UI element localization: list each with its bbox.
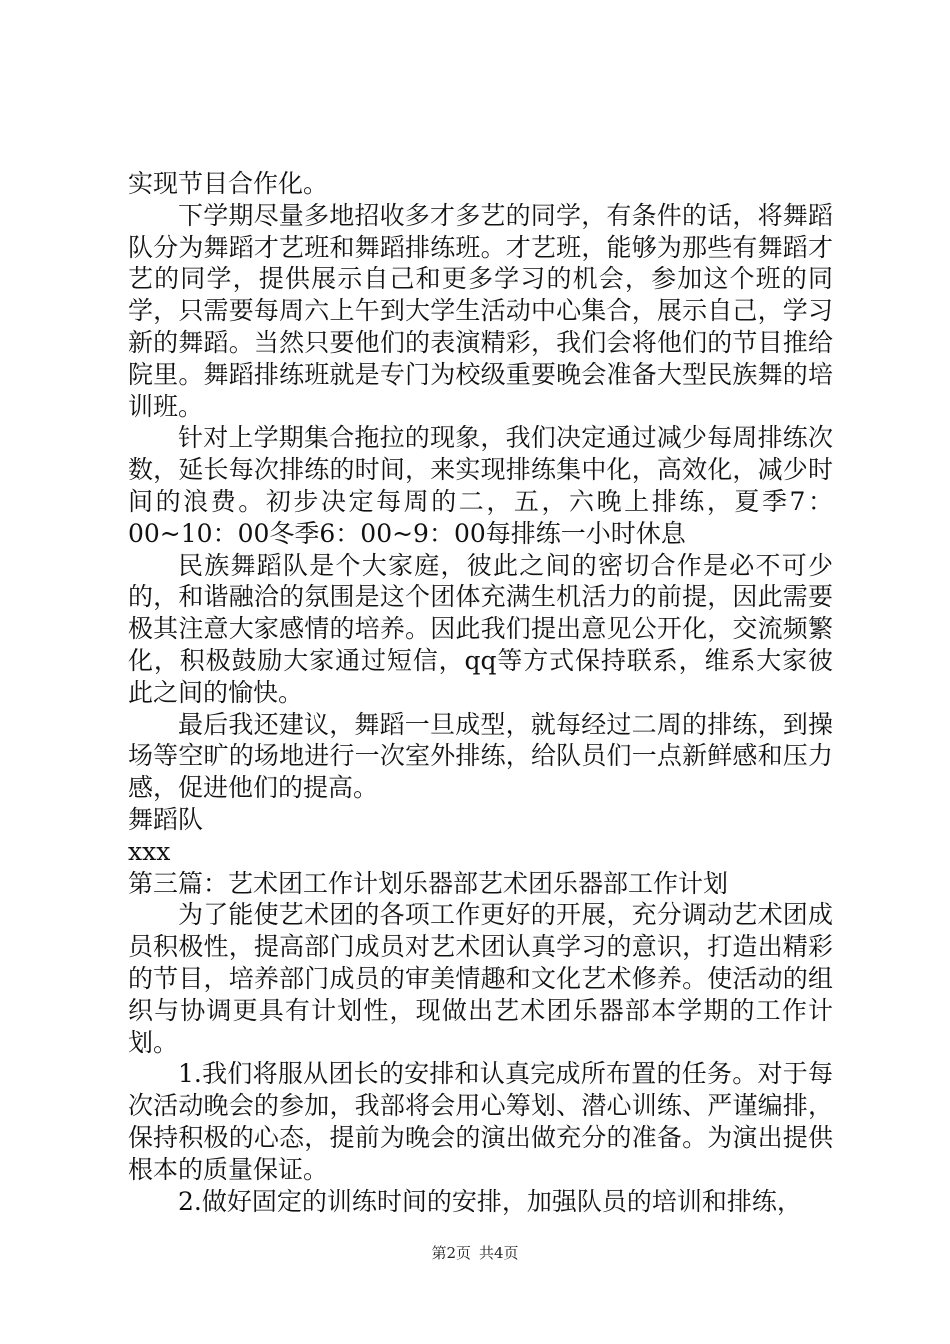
paragraph-outdoor-rehearsal: 最后我还建议，舞蹈一旦成型，就每经过二周的排练，到操场等空旷的场地进行一次室外排练，给队员们一点新鲜感和压力感，促进他们的提高。 [128,709,833,803]
signature-name: xxx [128,836,171,866]
section-heading: 第三篇：艺术团工作计划乐器部艺术团乐器部工作计划 [128,868,729,898]
paragraph-continuation: 实现节目合作化。 [128,169,329,198]
page-number: 第2页 [431,1244,471,1262]
list-item-1: 1.我们将服从团长的安排和认真完成所布置的任务。对于每次活动晚会的参加，我部将会用心筹划、潜心训练、严谨编排，保持积极的心态，提前为晚会的演出做充分的准备。为演出提供根本的质量保证。 [128,1059,833,1184]
paragraph-intro: 为了能使艺术团的各项工作更好的开展，充分调动艺术团成员积极性，提高部门成员对艺术团认真学习的意识，打造出精彩的节目，培养部门成员的审美情趣和文化艺术修养。使活动的组织与协调更具有计划性，现做出艺术团乐器部本学期的工作计划。 [128,900,833,1057]
list-item-2: 2.做好固定的训练时间的安排，加强队员的培训和排练， [178,1186,802,1216]
signature-team: 舞蹈队 [128,804,204,834]
paragraph-recruitment: 下学期尽量多地招收多才多艺的同学，有条件的话，将舞蹈队分为舞蹈才艺班和舞蹈排练班。才艺班，能够为那些有舞蹈才艺的同学，提供展示自己和更多学习的机会，参加这个班的同学，只需要每周六上午到大学生活动中心集合，展示自己，学习新的舞蹈。当然只要他们的表演精彩，我们会将他们的节目推给院里。舞蹈排练班就是专门为校级重要晚会准备大型民族舞的培训班。 [128,200,833,421]
document-body [128,168,833,1217]
page-footer [0,1242,950,1263]
page-total: 共4页 [479,1244,519,1262]
paragraph-team-spirit: 民族舞蹈队是个大家庭，彼此之间的密切合作是必不可少的，和谐融洽的氛围是这个团体充满生机活力的前提，因此需要极其注意大家感情的培养。因此我们提出意见公开化，交流频繁化，积极鼓励大家通过短信，qq等方式保持联系，维系大家彼此之间的愉快。 [128,550,833,707]
paragraph-rehearsal-schedule: 针对上学期集合拖拉的现象，我们决定通过减少每周排练次数，延长每次排练的时间，来实现排练集中化，高效化，减少时间的浪费。初步决定每周的二，五，六晚上排练，夏季7：00~10：00冬季6：00~9：00每排练一小时休息 [128,423,833,548]
